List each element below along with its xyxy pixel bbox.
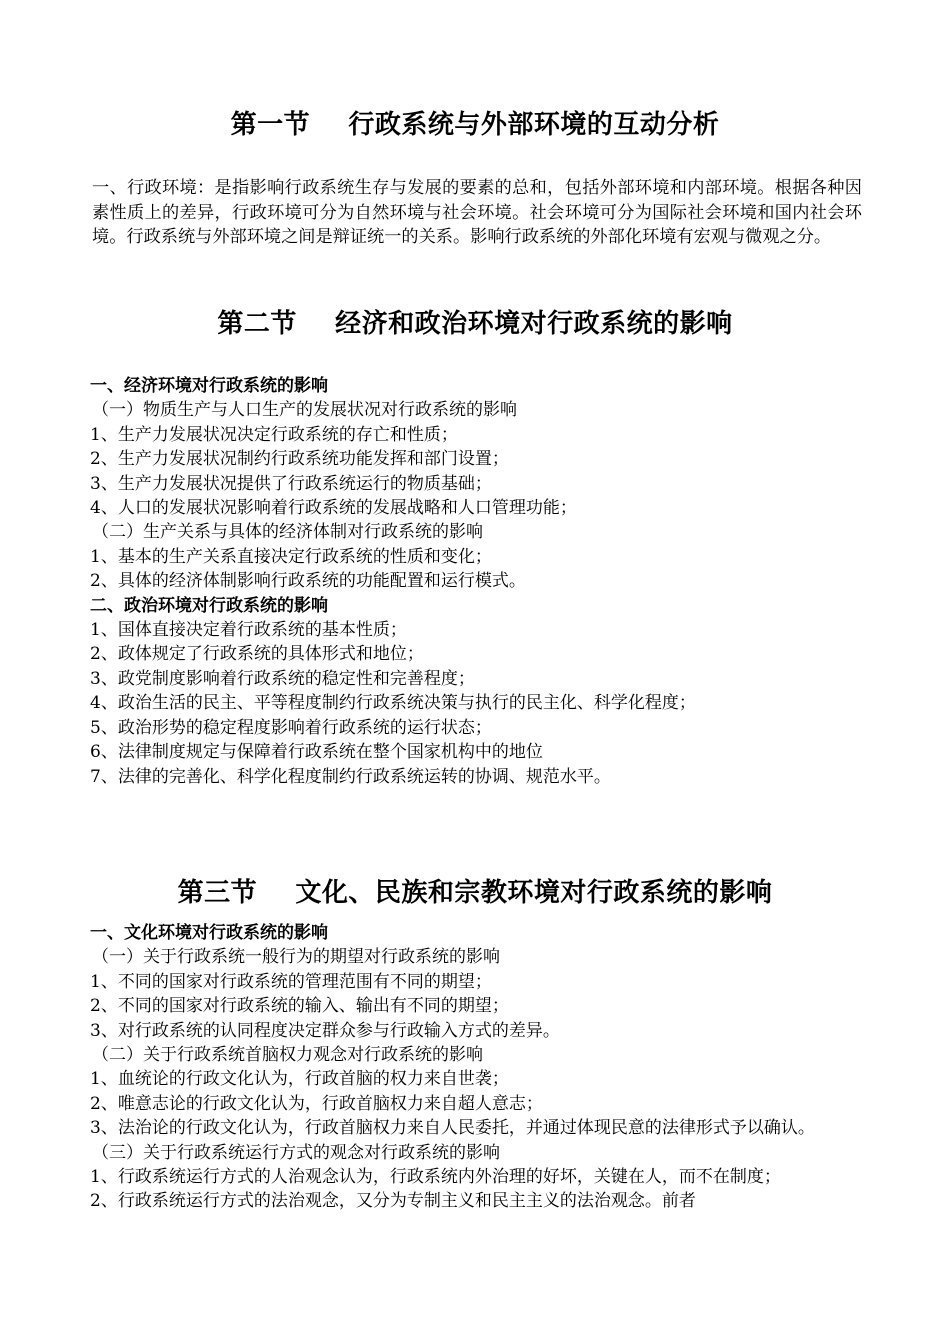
section-2-title: 第二节 经济和政治环境对行政系统的影响 <box>217 309 733 339</box>
list-item: 6、法律制度规定与保障着行政系统在整个国家机构中的地位 <box>90 742 543 763</box>
list-item: 3、对行政系统的认同程度决定群众参与行政输入方式的差异。 <box>90 1020 560 1041</box>
sub-heading: （二）生产关系与具体的经济体制对行政系统的影响 <box>92 522 483 543</box>
sub-heading: （二）关于行政系统首脑权力观念对行政系统的影响 <box>92 1045 483 1066</box>
section-1-paragraph: 一、行政环境：是指影响行政系统生存与发展的要素的总和，包括外部环境和内部环境。根据各种因素性质上的差异，行政环境可分为自然环境与社会环境。社会环境可分为国际社会环境和国内社会环境。行政系统与外部环境之间是辩证统一的关系。影响行政系统的外部化环境有宏观与微观之分。 <box>92 178 862 247</box>
list-item: 2、生产力发展状况制约行政系统功能发挥和部门设置； <box>90 449 509 470</box>
list-item: 2、政体规定了行政系统的具体形式和地位； <box>90 644 424 665</box>
list-item: 1、国体直接决定着行政系统的基本性质； <box>90 620 407 641</box>
sub-heading: （一）关于行政系统一般行为的期望对行政系统的影响 <box>92 947 500 968</box>
section-3-content <box>90 921 870 1214</box>
list-item: 1、血统论的行政文化认为，行政首脑的权力来自世袭； <box>90 1069 509 1090</box>
subsection-heading: 二、政治环境对行政系统的影响 <box>90 595 328 616</box>
subsection-heading: 一、经济环境对行政系统的影响 <box>90 376 328 396</box>
list-item: 2、具体的经济体制影响行政系统的功能配置和运行模式。 <box>90 571 526 592</box>
section-2-content <box>90 374 870 789</box>
list-item: 3、政党制度影响着行政系统的稳定性和完善程度； <box>90 668 475 689</box>
list-item: 1、不同的国家对行政系统的管理范围有不同的期望； <box>90 971 492 992</box>
section-1-title: 第一节 行政系统与外部环境的互动分析 <box>230 110 720 140</box>
sub-heading: （三）关于行政系统运行方式的观念对行政系统的影响 <box>92 1142 500 1163</box>
list-item: 1、基本的生产关系直接决定行政系统的性质和变化； <box>90 546 492 567</box>
list-item: 2、唯意志论的行政文化认为，行政首脑权力来自超人意志； <box>90 1093 543 1114</box>
list-item: 1、行政系统运行方式的人治观念认为，行政系统内外治理的好坏，关键在人，而不在制度； <box>90 1167 781 1188</box>
list-item: 1、生产力发展状况决定行政系统的存亡和性质； <box>90 424 458 445</box>
list-item: 7、法律的完善化、科学化程度制约行政系统运转的协调、规范水平。 <box>90 766 611 787</box>
list-item: 3、法治论的行政文化认为，行政首脑权力来自人民委托，并通过体现民意的法律形式予以确认。 <box>90 1118 815 1139</box>
list-item: 5、政治形势的稳定程度影响着行政系统的运行状态； <box>90 717 492 738</box>
list-item: 4、政治生活的民主、平等程度制约行政系统决策与执行的民主化、科学化程度； <box>90 693 696 714</box>
list-item: 4、人口的发展状况影响着行政系统的发展战略和人口管理功能； <box>90 498 577 519</box>
list-item: 2、行政系统运行方式的法治观念，又分为专制主义和民主主义的法治观念。前者 <box>90 1191 696 1212</box>
section-3-title: 第三节 文化、民族和宗教环境对行政系统的影响 <box>177 878 773 908</box>
list-item: 3、生产力发展状况提供了行政系统运行的物质基础； <box>90 473 492 494</box>
list-item: 2、不同的国家对行政系统的输入、输出有不同的期望； <box>90 996 509 1017</box>
subsection-heading: 一、文化环境对行政系统的影响 <box>90 923 328 943</box>
sub-heading: （一）物质生产与人口生产的发展状况对行政系统的影响 <box>92 400 517 421</box>
